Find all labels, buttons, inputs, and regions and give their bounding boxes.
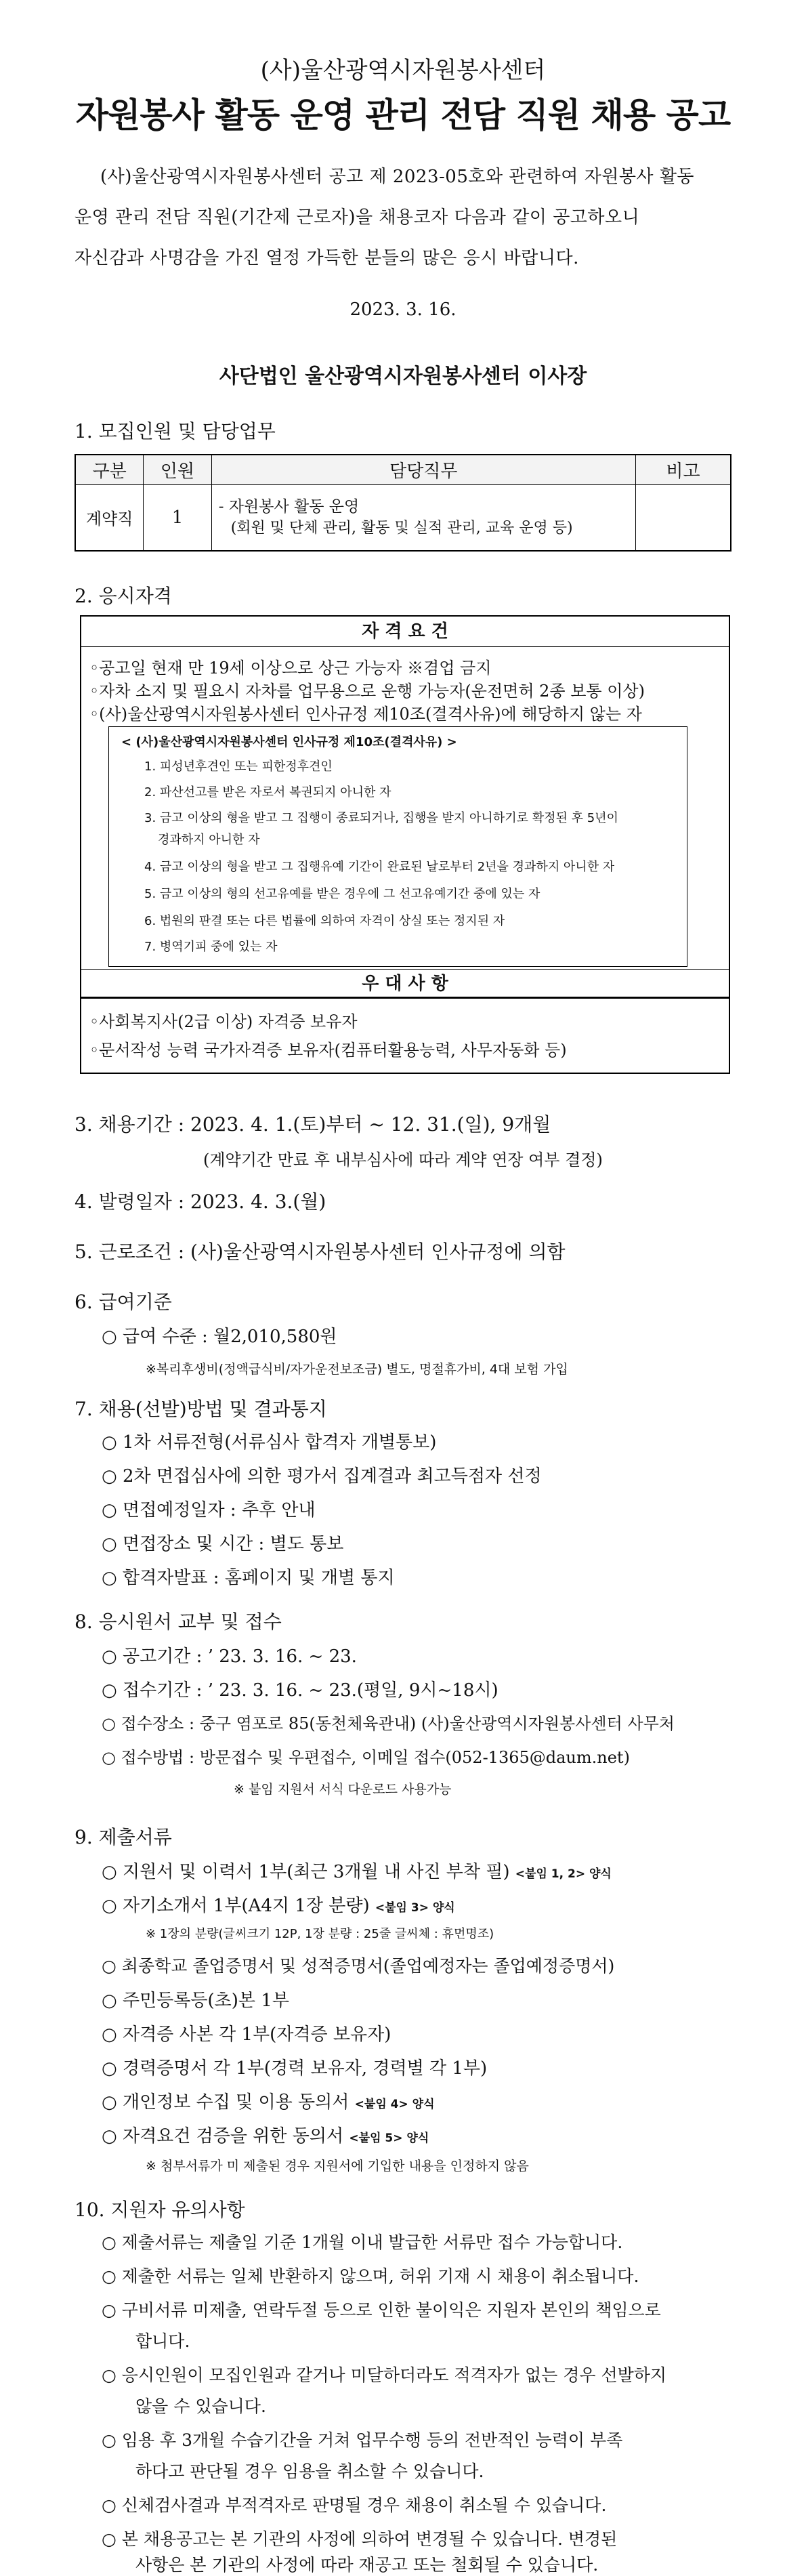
list-item-text: 최종학교 졸업증명서 및 성적증명서(졸업예정자는 졸업예정증명서) (121, 1956, 615, 1976)
list-item-text: 1차 서류전형(서류심사 합격자 개별통보) (122, 1432, 437, 1453)
qualification-item: ◦공고일 현재 만 19세 이상으로 상근 가능자 ※겸업 금지 (89, 659, 492, 678)
list-item (102, 2263, 639, 2287)
table-header: 담당직무 (211, 455, 635, 484)
form-tag: <붙임 5> 양식 (349, 2132, 429, 2145)
circle-bullet-icon: ○ (102, 1327, 117, 1347)
table-header: 비고 (635, 455, 731, 484)
list-item-continuation: 않을 수 있습니다. (135, 2396, 266, 2416)
list-item (102, 1987, 289, 2012)
list-item-text: 공고기간 : ’ 23. 3. 16. ~ 23. (122, 1646, 357, 1667)
list-item (102, 2122, 429, 2147)
list-item-text: 접수방법 : 방문접수 및 우편접수, 이메일 접수(052-1365@daum.net) (121, 1748, 630, 1767)
circle-bullet-icon: ○ (102, 1680, 117, 1701)
intro-line: 운영 관리 전담 직원(기간제 근로자)을 채용코자 다음과 같이 공고하오니 (75, 207, 640, 228)
list-item-text: 지원서 및 이력서 1부(최근 3개월 내 사진 부착 필) (122, 1862, 510, 1882)
list-item-text: 제출서류는 제출일 기준 1개월 이내 발급한 서류만 접수 가능합니다. (121, 2232, 623, 2252)
list-item-text: 주민등록등(초)본 1부 (122, 1991, 289, 2011)
section-note: ※복리후생비(정액급식비/자가운전보조금) 별도, 명절휴가비, 4대 보험 가입 (146, 1362, 568, 1377)
rules-item: 1. 피성년후견인 또는 피한정후견인 (144, 760, 333, 774)
section-heading: 10. 지원자 유의사항 (75, 2199, 245, 2221)
circle-bullet-icon: ○ (102, 2058, 117, 2079)
list-item-continuation: 사항은 본 기관의 사정에 따라 재공고 또는 철회될 수 있습니다. (135, 2555, 599, 2575)
list-item (102, 1564, 395, 1589)
table-header: 구분 (75, 455, 144, 484)
section-heading: 6. 급여기준 (75, 1291, 172, 1313)
circle-bullet-icon: ○ (102, 1714, 116, 1733)
salary-line: 급여 수준 : 월2,010,580원 (122, 1327, 337, 1347)
section-heading: 1. 모집인원 및 담당업무 (75, 420, 276, 442)
organization-name: (사)울산광역시자원봉사센터 (260, 57, 546, 84)
list-item-text: 2차 면접심사에 의한 평가서 집계결과 최고득점자 선정 (122, 1466, 542, 1487)
list-item-text: 개인정보 수집 및 이용 동의서 (122, 2092, 349, 2113)
circle-bullet-icon: ○ (102, 1500, 117, 1520)
list-item-text: 경력증명서 각 1부(경력 보유자, 경력별 각 1부) (122, 2058, 488, 2079)
list-item (102, 1428, 436, 1453)
rules-title: < (사)울산광역시자원봉사센터 인사규정 제10조(결격사유) > (121, 735, 457, 749)
circle-bullet-icon: ○ (102, 1568, 117, 1588)
list-item-text: 자격증 사본 각 1부(자격증 보유자) (122, 2024, 391, 2045)
list-item (102, 1530, 343, 1555)
list-item-text: 응시인원이 모집인원과 같거나 미달하더라도 적격자가 없는 경우 선발하지 (121, 2365, 667, 2385)
table-row (75, 484, 731, 551)
circle-bullet-icon: ○ (102, 2126, 117, 2146)
circle-bullet-icon: ○ (102, 1466, 117, 1487)
section-heading: 7. 채용(선발)방법 및 결과통지 (75, 1398, 327, 1420)
section-heading: 5. 근로조건 : (사)울산광역시자원봉사센터 인사규정에 의함 (75, 1241, 566, 1263)
section-note: ※ 붙임 지원서 서식 다운로드 사용가능 (234, 1782, 452, 1797)
list-item (102, 2020, 391, 2045)
disqualification-rules-box (108, 726, 687, 967)
rules-item: 4. 금고 이상의 형을 받고 그 집행유예 기간이 완료된 날로부터 2년을 경과하지 아니한 자 (144, 860, 615, 874)
list-item-text: 임용 후 3개월 수습기간을 거쳐 업무수행 등의 전반적인 능력이 부족 (121, 2430, 623, 2450)
qualification-title: 자 격 요 건 (81, 617, 729, 647)
qualification-item: ◦(사)울산광역시자원봉사센터 인사규정 제10조(결격사유)에 해당하지 않는 자 (89, 705, 642, 724)
list-item (102, 1710, 675, 1734)
list-item-text: 신체검사결과 부적격자로 판명될 경우 채용이 취소될 수 있습니다. (121, 2495, 607, 2515)
circle-bullet-icon: ○ (102, 1646, 117, 1667)
duty-line: (회원 및 단체 관리, 활동 및 실적 관리, 교육 운영 등) (230, 519, 573, 537)
notice-title: 자원봉사 활동 운영 관리 전담 직원 채용 공고 (75, 96, 731, 135)
circle-bullet-icon: ○ (102, 2495, 116, 2515)
list-item-continuation: 하다고 판단될 경우 임용을 취소할 수 있습니다. (135, 2461, 484, 2481)
list-item-text: 제출한 서류는 일체 반환하지 않으며, 허위 기재 시 채용이 취소됩니다. (121, 2266, 639, 2286)
list-item-text: 접수장소 : 중구 염포로 85(동천체육관내) (사)울산광역시자원봉사센터 사무처 (121, 1714, 675, 1733)
list-item (102, 1744, 630, 1768)
list-item-text: 접수기간 : ’ 23. 3. 16. ~ 23.(평일, 9시~18시) (122, 1680, 499, 1701)
list-item (102, 1462, 542, 1487)
list-item-text: 면접장소 및 시간 : 별도 통보 (122, 1534, 344, 1554)
issuer-name: 사단법인 울산광역시자원봉사센터 이사장 (219, 365, 587, 388)
list-item-text: 본 채용공고는 본 기관의 사정에 의하여 변경될 수 있습니다. 변경된 (121, 2529, 618, 2549)
circle-bullet-icon: ○ (102, 1862, 117, 1882)
list-item (102, 2054, 487, 2079)
table-header-row (75, 455, 731, 484)
recruitment-table (75, 454, 731, 552)
notice-date: 2023. 3. 16. (349, 299, 457, 320)
rules-item: 6. 법원의 판결 또는 다른 법률에 의하여 자격이 상실 또는 정지된 자 (144, 914, 505, 928)
rules-item: 3. 금고 이상의 형을 받고 그 집행이 종료되거나, 집행을 받지 아니하기로 확정된 후 5년이 (144, 811, 618, 825)
list-item (102, 2526, 617, 2550)
section-heading: 3. 채용기간 : 2023. 4. 1.(토)부터 ~ 12. 31.(일), 9개월 (75, 1113, 551, 1136)
list-item-continuation: 합니다. (135, 2331, 190, 2351)
form-tag: <붙임 4> 양식 (354, 2098, 435, 2111)
list-item (102, 1892, 455, 1917)
qualification-item: ◦자차 소지 및 필요시 자차를 업무용으로 운행 가능자(운전면허 2종 보통 이상) (89, 682, 645, 701)
preference-item: ◦문서작성 능력 국가자격증 보유자(컴퓨터활용능력, 사무자동화 등) (89, 1041, 567, 1060)
circle-bullet-icon: ○ (102, 2365, 116, 2385)
circle-bullet-icon: ○ (102, 2529, 116, 2549)
preference-item: ◦사회복지사(2급 이상) 자격증 보유자 (89, 1012, 358, 1031)
circle-bullet-icon: ○ (102, 1956, 116, 1976)
list-item (102, 2297, 661, 2321)
list-item (102, 2492, 606, 2516)
list-item (102, 1323, 337, 1348)
list-item (102, 2427, 622, 2451)
circle-bullet-icon: ○ (102, 2266, 116, 2286)
list-item-text: 구비서류 미제출, 연락두절 등으로 인한 불이익은 지원자 본인의 책임으로 (121, 2300, 661, 2320)
preference-title: 우 대 사 항 (81, 969, 729, 998)
section-heading: 8. 응시원서 교부 및 접수 (75, 1611, 282, 1633)
list-item (102, 1642, 357, 1667)
section-heading: 9. 제출서류 (75, 1826, 172, 1848)
list-item-text: 자격요건 검증을 위한 동의서 (122, 2126, 344, 2146)
list-item (102, 1953, 614, 1977)
table-header: 인원 (144, 455, 211, 484)
list-item (102, 1676, 499, 1701)
section-subtext: (계약기간 만료 후 내부심사에 따라 계약 연장 여부 결정) (203, 1150, 603, 1169)
table-cell-remark (635, 484, 731, 551)
intro-line: 자신감과 사명감을 가진 열정 가득한 분들의 많은 응시 바랍니다. (75, 248, 579, 268)
intro-line: (사)울산광역시자원봉사센터 공고 제 2023-05호와 관련하여 자원봉사 활동 (100, 167, 695, 187)
section-heading: 4. 발령일자 : 2023. 4. 3.(월) (75, 1190, 326, 1213)
duty-line: - 자원봉사 활동 운영 (218, 497, 360, 516)
circle-bullet-icon: ○ (102, 1748, 116, 1767)
qualification-box (80, 615, 730, 998)
rules-item: 7. 병역기피 중에 있는 자 (144, 940, 278, 954)
circle-bullet-icon: ○ (102, 1991, 117, 2011)
circle-bullet-icon: ○ (102, 2092, 117, 2113)
list-item (102, 1496, 316, 1521)
table-cell-duty (211, 484, 635, 551)
list-item (102, 2229, 622, 2253)
list-item (102, 2088, 435, 2113)
circle-bullet-icon: ○ (102, 2430, 116, 2450)
preference-box (80, 998, 730, 1074)
circle-bullet-icon: ○ (102, 2300, 116, 2320)
circle-bullet-icon: ○ (102, 1534, 117, 1554)
form-tag: <붙임 1, 2> 양식 (515, 1867, 612, 1881)
rules-item: 2. 파산선고를 받은 자로서 복권되지 아니한 자 (144, 785, 391, 799)
form-tag: <붙임 3> 양식 (375, 1901, 455, 1915)
section-heading: 2. 응시자격 (75, 585, 172, 607)
table-cell-type: 계약직 (75, 484, 144, 551)
rules-item: 경과하지 아니한 자 (158, 833, 260, 847)
list-item-text: 면접예정일자 : 추후 안내 (122, 1500, 316, 1520)
list-item-text: 자기소개서 1부(A4지 1장 분량) (122, 1896, 370, 1916)
table-cell-count: 1 (144, 484, 211, 551)
list-item (102, 1858, 612, 1883)
list-item-text: 합격자발표 : 홈페이지 및 개별 통지 (122, 1568, 395, 1588)
circle-bullet-icon: ○ (102, 2024, 117, 2045)
section-note: ※ 첨부서류가 미 제출된 경우 지원서에 기입한 내용을 인정하지 않음 (146, 2159, 529, 2174)
rules-item: 5. 금고 이상의 형의 선고유예를 받은 경우에 그 선고유예기간 중에 있는 자 (144, 887, 540, 901)
circle-bullet-icon: ○ (102, 2232, 116, 2252)
list-item (102, 2362, 666, 2386)
circle-bullet-icon: ○ (102, 1896, 117, 1916)
circle-bullet-icon: ○ (102, 1432, 117, 1453)
section-note: ※ 1장의 분량(글씨크기 12P, 1장 분량 : 25줄 글씨체 : 휴먼명조) (146, 1927, 494, 1941)
